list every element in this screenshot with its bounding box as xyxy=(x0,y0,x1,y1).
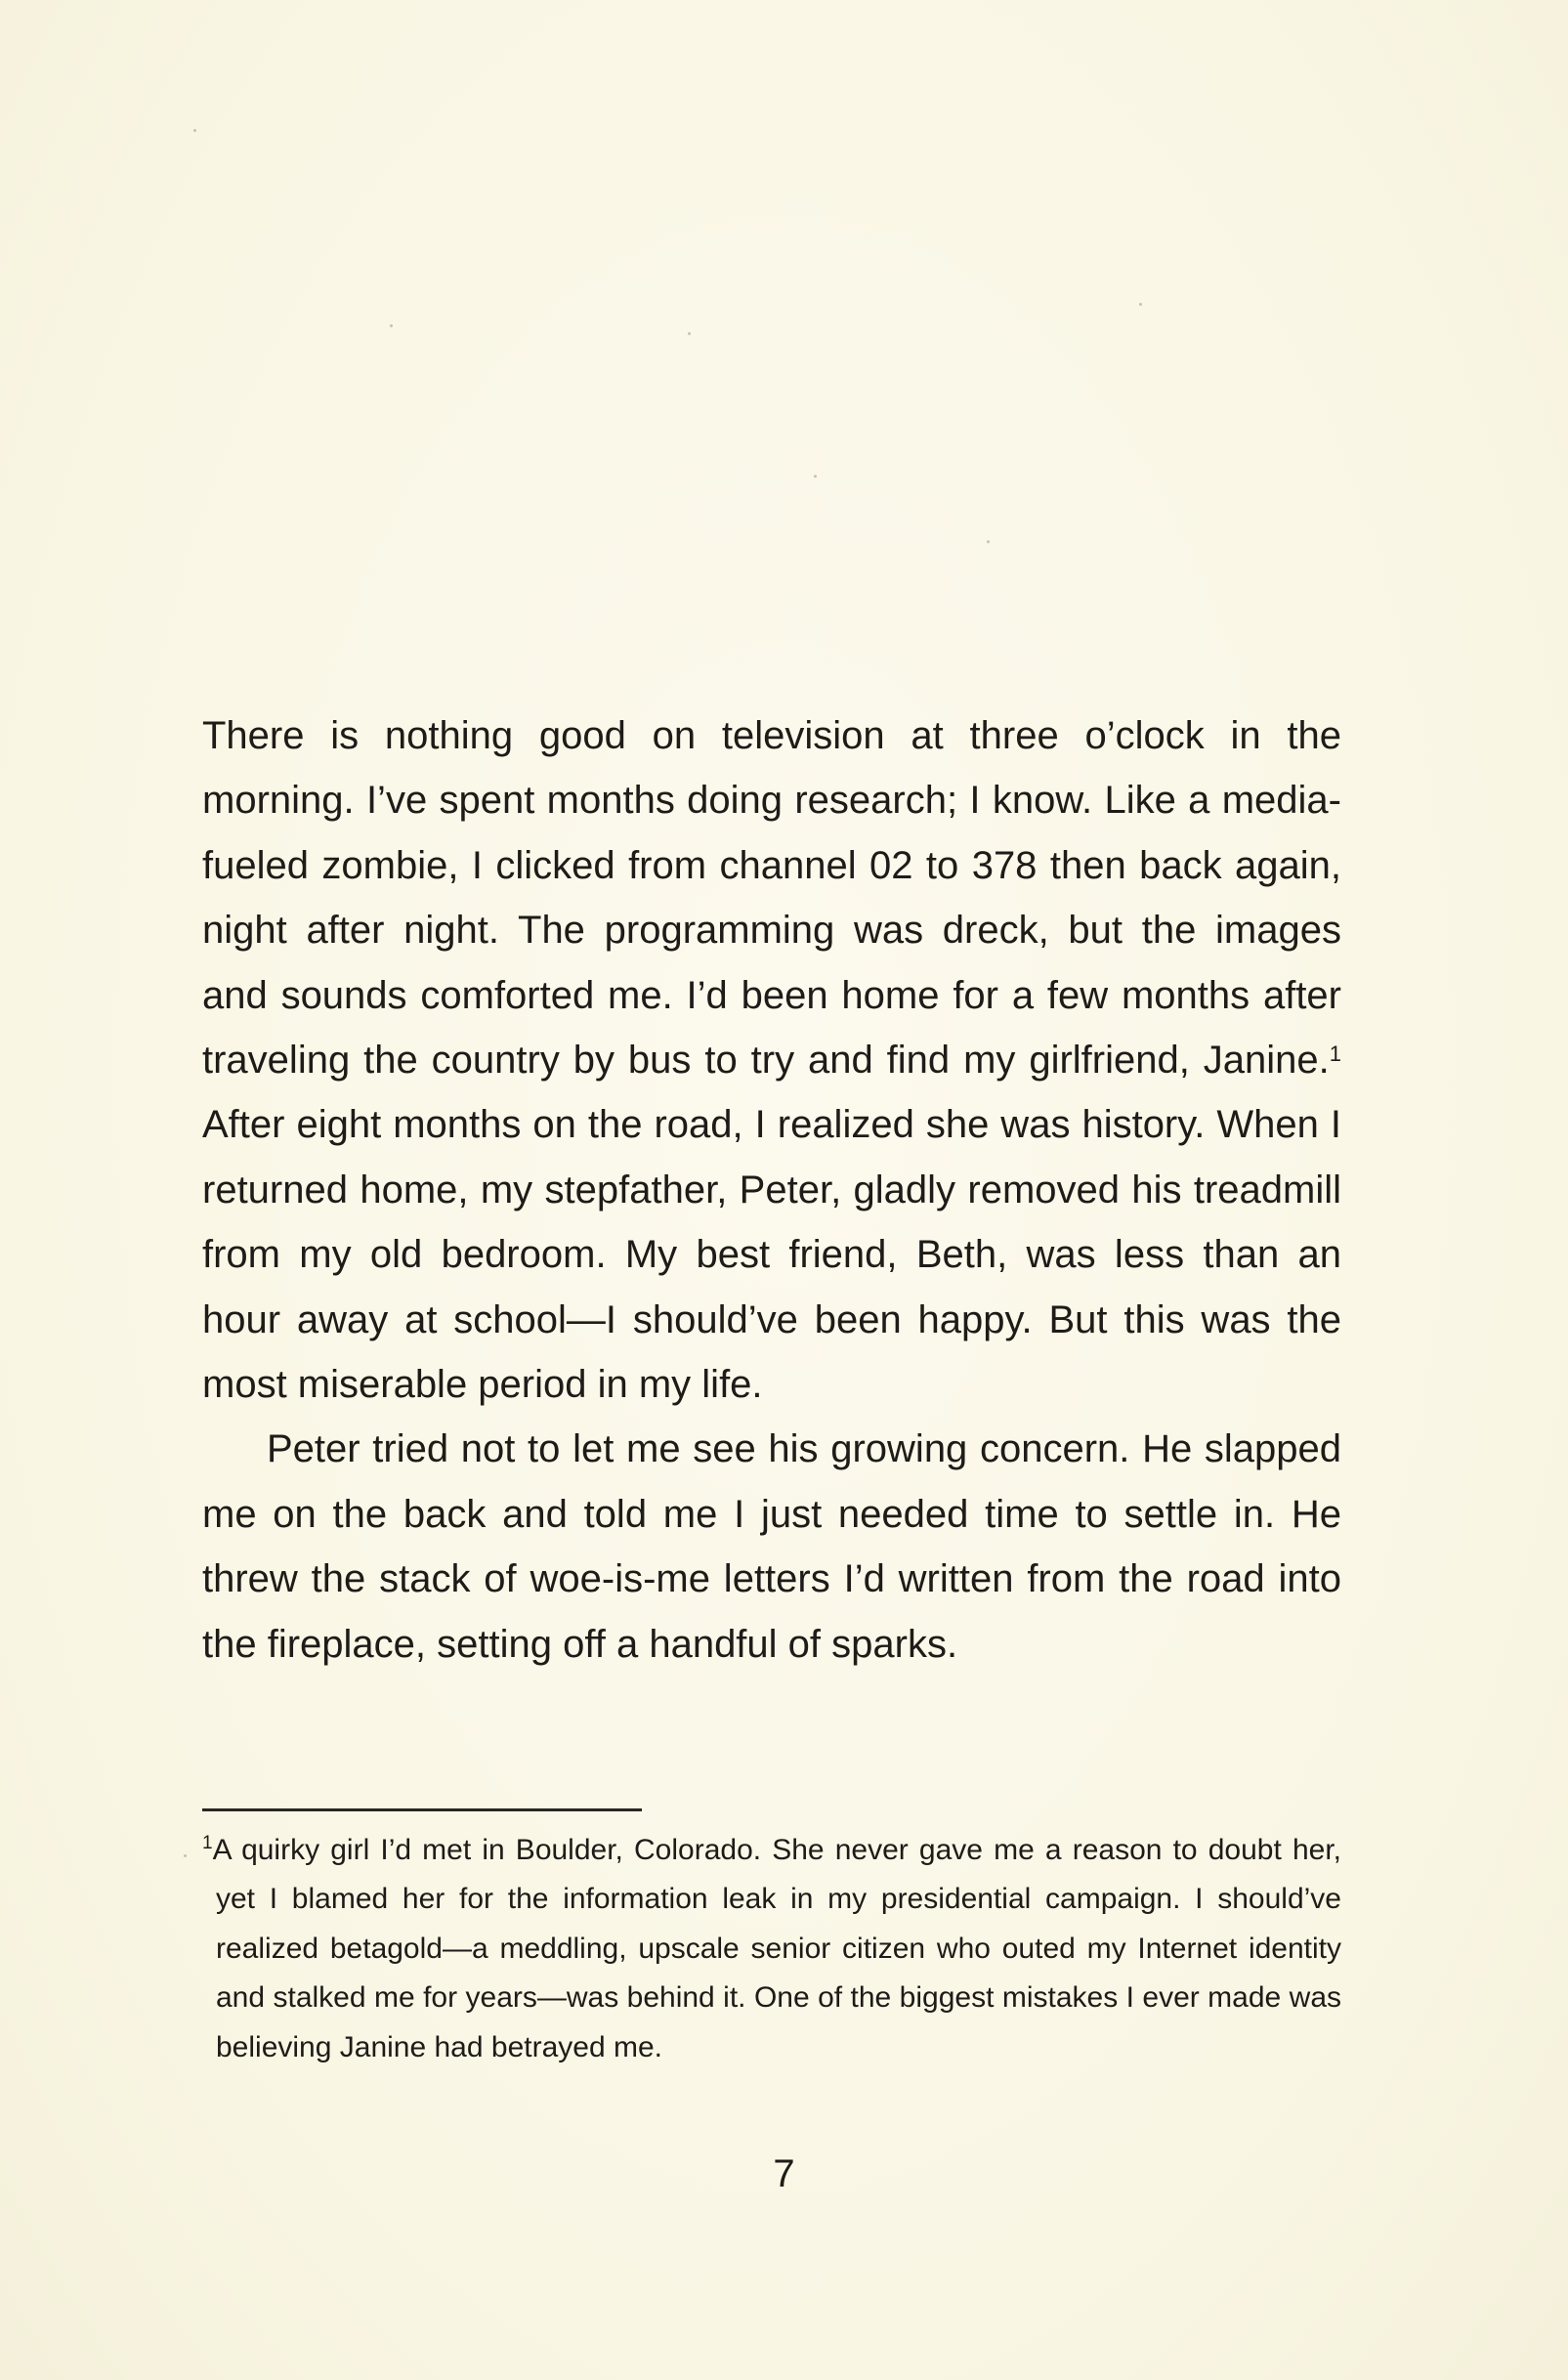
footnote-body xyxy=(202,1826,1341,2072)
body-text xyxy=(202,703,1341,1677)
paper-speck xyxy=(1139,303,1142,306)
page-number: 7 xyxy=(773,2152,795,2195)
paper-speck xyxy=(987,540,990,543)
paper-speck xyxy=(184,1854,187,1857)
footnote-reference: 1 xyxy=(1329,1041,1341,1066)
paper-speck xyxy=(814,475,817,478)
paragraph-1 xyxy=(202,703,1341,1417)
paragraph-1-text-after-ref: After eight months on the road, I realized she was history. When I returned home, my stepfather, Peter, gladly removed his treadmill from my old bedroom. My best friend, Beth, was less than an hour away at school—I should’ve been happy. But this was the most miserable period in my life. xyxy=(202,1103,1341,1407)
paper-speck xyxy=(688,332,691,335)
paper-speck xyxy=(390,324,393,327)
paper-speck xyxy=(193,129,196,132)
footnote-divider xyxy=(202,1808,642,1811)
footnote-text: A quirky girl I’d met in Boulder, Colorado. She never gave me a reason to doubt her, yet I blamed her for the information leak in my presidential campaign. I should’ve realized betagold—a meddling, upscale senior citizen who outed my Internet identity and stalked me for years—was behind it. One of the biggest mistakes I ever made was believing Janine had betrayed me. xyxy=(212,1834,1341,2063)
paragraph-2: Peter tried not to let me see his growing concern. He slapped me on the back and told me I just needed time to settle in. He threw the stack of woe-is-me letters I’d written from the road into the fireplace, setting off a handful of sparks. xyxy=(202,1427,1341,1666)
paragraph-1-text-before-ref: There is nothing good on television at three o’clock in the morning. I’ve spent months doing research; I know. Like a media-fueled zombie, I clicked from channel 02 to 378 then back again, night after night. The programming was dreck, but the images and sounds comforted me. I’d been home for a few months after traveling the country by bus to try and find my girlfriend, Janine. xyxy=(202,714,1341,1083)
footnote xyxy=(202,1826,1341,2072)
footnote-marker: 1 xyxy=(202,1833,213,1853)
